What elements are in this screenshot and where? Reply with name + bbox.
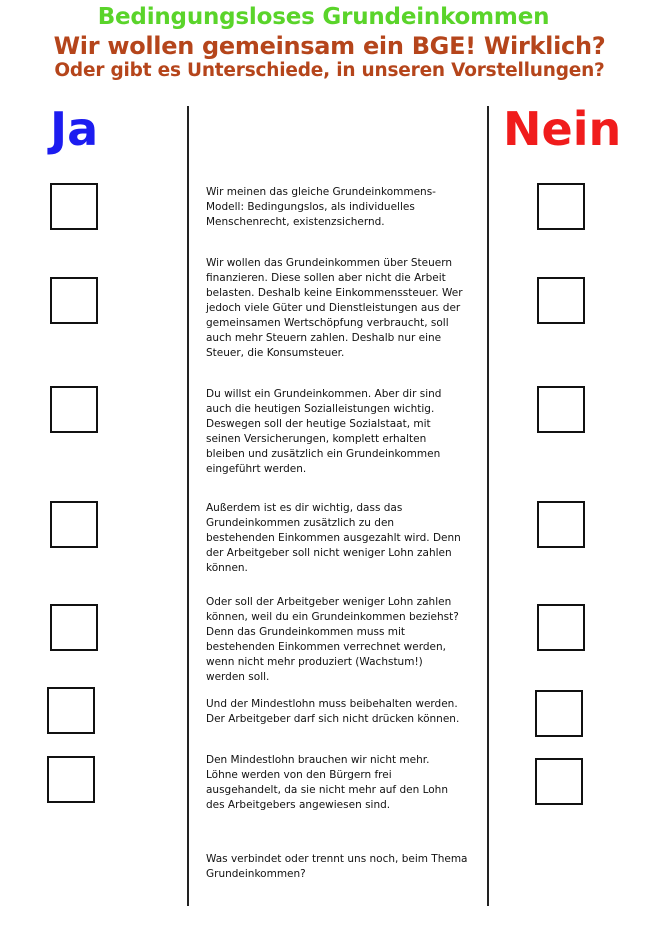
no-checkbox-6[interactable] [535,690,583,737]
statement-6: Und der Mindestlohn muss beibehalten werden. Der Arbeitgeber darf sich nicht drücken können. [206,698,460,725]
statement-4: Außerdem ist es dir wichtig, dass das Grundeinkommen zusätzlich zu den bestehenden Einkommen ausgezahlt wird. Denn der Arbeitgeber soll nicht weniger Lohn zahlen können. [206,502,461,574]
yes-checkbox-7[interactable] [47,756,95,803]
no-column-heading: Nein [503,102,622,156]
no-checkbox-3[interactable] [537,386,585,433]
no-checkbox-2[interactable] [537,277,585,324]
yes-checkbox-2[interactable] [50,277,98,324]
right-column-divider [487,106,489,906]
closing-question: Was verbindet oder trennt uns noch, beim Thema Grundeinkommen? [206,853,468,880]
no-checkbox-5[interactable] [537,604,585,651]
yes-checkbox-6[interactable] [47,687,95,734]
yes-checkbox-4[interactable] [50,501,98,548]
no-checkbox-4[interactable] [537,501,585,548]
statement-2: Wir wollen das Grundeinkommen über Steuern finanzieren. Diese sollen aber nicht die Arbeit belasten. Deshalb keine Einkommenssteuer. Wer jedoch viele Güter und Dienstleistungen aus der gemeinsamen Wertschöpfung verbraucht, soll auch mehr Steuern zahlen. Deshalb nur eine Steuer, die Konsumsteuer. [206,257,463,359]
left-column-divider [187,106,189,906]
subtitle-followup: Oder gibt es Unterschiede, in unseren Vorstellungen? [54,60,605,81]
statement-1: Wir meinen das gleiche Grundeinkommens- Modell: Bedingungslos, als individuelles Menschenrecht, existenzsichernd. [206,186,436,228]
statement-3: Du willst ein Grundeinkommen. Aber dir sind auch die heutigen Sozialleistungen wichtig. Deswegen soll der heutige Sozialstaat, mit seinen Versicherungen, komplett erhalten bleiben und zusätzlich ein Grundeinkommen eingeführt werden. [206,388,442,475]
yes-column-heading: Ja [50,102,99,156]
subtitle-question: Wir wollen gemeinsam ein BGE! Wirklich? [53,32,606,60]
yes-checkbox-3[interactable] [50,386,98,433]
page-title: Bedingungsloses Grundeinkommen [97,4,550,30]
statement-7: Den Mindestlohn brauchen wir nicht mehr. Löhne werden von den Bürgern frei ausgehandelt, da sie nicht mehr auf den Lohn des Arbeitgebers angewiesen sind. [206,754,448,811]
yes-checkbox-1[interactable] [50,183,98,230]
no-checkbox-1[interactable] [537,183,585,230]
no-checkbox-7[interactable] [535,758,583,805]
yes-checkbox-5[interactable] [50,604,98,651]
statement-5: Oder soll der Arbeitgeber weniger Lohn zahlen können, weil du ein Grundeinkommen beziehst? Denn das Grundeinkommen muss mit bestehenden Einkommen verrechnet werden, wenn nicht mehr produziert (Wachstum!) werden soll. [206,596,459,683]
